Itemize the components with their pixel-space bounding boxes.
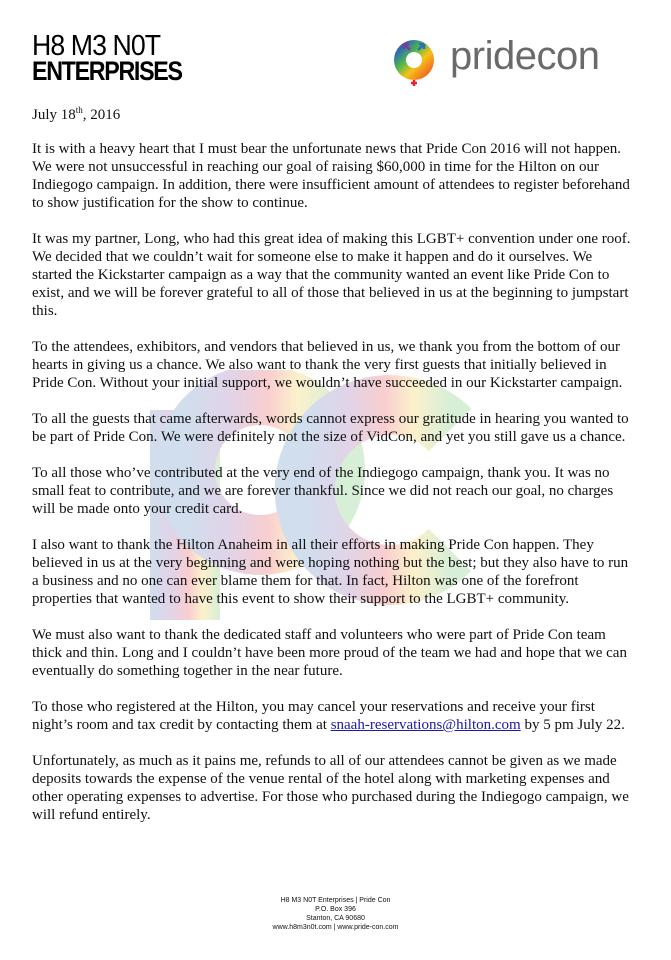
- paragraph: It is with a heavy heart that I must bear the unfortunate news that Pride Con 2016 will not happen. We were not unsuccessful in reaching our goal of raising $60,000 in time for the Hilton on our Indiegogo campaign. In addition, there were insufficient amount of attendees to register beforehand to show justification for the show to continue.: [32, 141, 630, 211]
- logo-line-1: H8 M3 N0T: [32, 30, 161, 62]
- pridecon-emblem-icon: [386, 30, 446, 86]
- pridecon-logo: [386, 30, 626, 86]
- hilton-text-after: by 5 pm July 22.: [520, 717, 625, 733]
- date-suffix: th: [75, 105, 83, 115]
- footer-po-box: P.O. Box 396: [315, 906, 356, 913]
- letter-footer: [0, 896, 671, 932]
- letter-body: [32, 106, 632, 842]
- date-month-day: July 18: [32, 107, 76, 123]
- paragraph: I also want to thank the Hilton Anaheim in all their efforts in making Pride Con happen. They believed in us at the very beginning and were hoping nothing but the best; but they also have to run a business and no one can ever blame them for that. In fact, Hilton was one of the forefront properties that wanted to have this event to show their support to the LGBT+ community.: [32, 537, 629, 607]
- paragraph: We must also want to thank the dedicated staff and volunteers who were part of Pride Con team thick and thin. Long and I couldn’t have been more proud of the team we had and hope that we can eventually do something together in the near future.: [32, 627, 627, 679]
- letter-date: [32, 106, 632, 124]
- logo-line-2: ENTERPRISES: [32, 56, 182, 86]
- h8m3n0t-logo: [32, 32, 192, 85]
- final-paragraph: Unfortunately, as much as it pains me, refunds to all of our attendees cannot be given as we made deposits towards the expense of the venue rental of the hotel along with marketing expenses and other operating expenses to advertise. For those who purchased during the Indiegogo campaign, we will refund entirely.: [32, 753, 629, 823]
- paragraph: To the attendees, exhibitors, and vendors that believed in us, we thank you from the bottom of our hearts in giving us a chance. We also want to thank the very first guests that initially believed in Pride Con. Without your initial support, we wouldn’t have succeeded in our Kickstarter campaign.: [32, 339, 623, 391]
- footer-websites: www.h8m3n0t.com | www.pride-con.com: [272, 924, 399, 931]
- paragraph: To all those who’ve contributed at the very end of the Indiegogo campaign, thank you. It was no small feat to contribute, and we are forever thankful. Since we did not reach our goal, no charges will be made onto your credit card.: [32, 465, 614, 517]
- pridecon-wordmark: pridecon: [450, 34, 600, 78]
- hilton-paragraph: [32, 698, 632, 734]
- footer-company: H8 M3 N0T Enterprises | Pride Con: [280, 897, 391, 904]
- paragraph: It was my partner, Long, who had this great idea of making this LGBT+ convention under one roof. We decided that we couldn’t wait for someone else to make it happen and do it ourselves. We started the Kickstarter campaign as a way that the community wanted an event like Pride Con to exist, and we will be forever grateful to all of those that believed in us at the beginning to jumpstart this.: [32, 231, 631, 319]
- paragraph: To all the guests that came afterwards, words cannot express our gratitude in hearing you wanted to be part of Pride Con. We were definitely not the size of VidCon, and yet you still gave us a chance.: [32, 411, 629, 445]
- date-year: , 2016: [82, 107, 121, 123]
- footer-city: Stanton, CA 90680: [306, 915, 365, 922]
- hilton-text-before: To those who registered at the Hilton, you may cancel your reservations and receive your first night’s room and tax credit by contacting them at: [32, 699, 595, 733]
- hilton-email-link[interactable]: snaah-reservations@hilton.com: [330, 717, 521, 733]
